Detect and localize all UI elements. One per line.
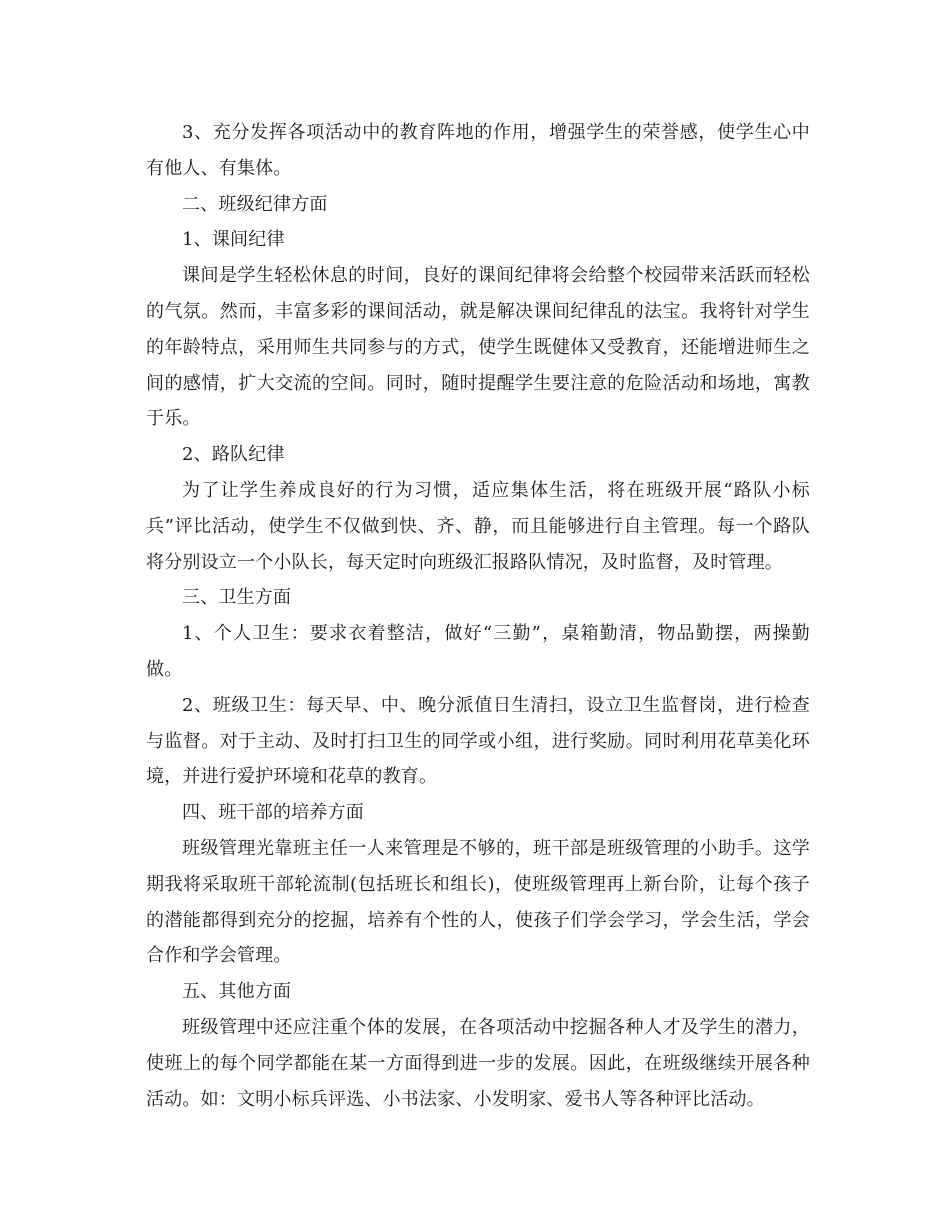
heading-class-discipline: 二、班级纪律方面 bbox=[182, 193, 328, 215]
subheading-break-discipline: 1、课间纪律 bbox=[182, 229, 285, 251]
paragraph-goal-3: 3、充分发挥各项活动中的教育阵地的作用，增强学生的荣誉感，使学生心中有他人、有集体。 bbox=[146, 122, 810, 179]
heading-hygiene: 三、卫生方面 bbox=[182, 587, 292, 609]
paragraph-queue-discipline: 为了让学生养成良好的行为习惯，适应集体生活，将在班级开展“路队小标兵”评比活动，使学生不仅做到快、齐、静，而且能够进行自主管理。每一个路队将分别设立一个小队长，每天定时向班级汇报路队情况，及时监督，及时管理。 bbox=[146, 479, 810, 573]
paragraph-class-cadre: 班级管理光靠班主任一人来管理是不够的，班干部是班级管理的小助手。这学期我将采取班干部轮流制(包括班长和组长)，使班级管理再上新台阶，让每个孩子的潜能都得到充分的挖掘，培养有个性的人，使孩子们学会学习，学会生活，学会合作和学会管理。 bbox=[146, 837, 810, 967]
heading-other: 五、其他方面 bbox=[182, 981, 292, 1003]
document-body bbox=[146, 115, 810, 1117]
paragraph-break-discipline: 课间是学生轻松休息的时间，良好的课间纪律将会给整个校园带来活跃而轻松的气氛。然而，丰富多彩的课间活动，就是解决课间纪律乱的法宝。我将针对学生的年龄特点，采用师生共同参与的方式，使学生既健体又受教育，还能增进师生之间的感情，扩大交流的空间。同时，随时提醒学生要注意的危险活动和场地，寓教于乐。 bbox=[146, 265, 810, 430]
subheading-queue-discipline: 2、路队纪律 bbox=[182, 444, 285, 466]
heading-class-cadre: 四、班干部的培养方面 bbox=[182, 802, 364, 824]
paragraph-other: 班级管理中还应注重个体的发展，在各项活动中挖掘各种人才及学生的潜力，使班上的每个同学都能在某一方面得到进一步的发展。因此，在班级继续开展各种活动。如：文明小标兵评选、小书法家、小发明家、爱书人等各种评比活动。 bbox=[146, 1016, 810, 1110]
paragraph-class-hygiene: 2、班级卫生：每天早、中、晚分派值日生清扫，设立卫生监督岗，进行检查与监督。对于主动、及时打扫卫生的同学或小组，进行奖励。同时利用花草美化环境，并进行爱护环境和花草的教育。 bbox=[146, 694, 810, 788]
paragraph-personal-hygiene: 1、个人卫生：要求衣着整洁，做好“三勤”，桌箱勤清，物品勤摆，两操勤做。 bbox=[146, 623, 810, 680]
